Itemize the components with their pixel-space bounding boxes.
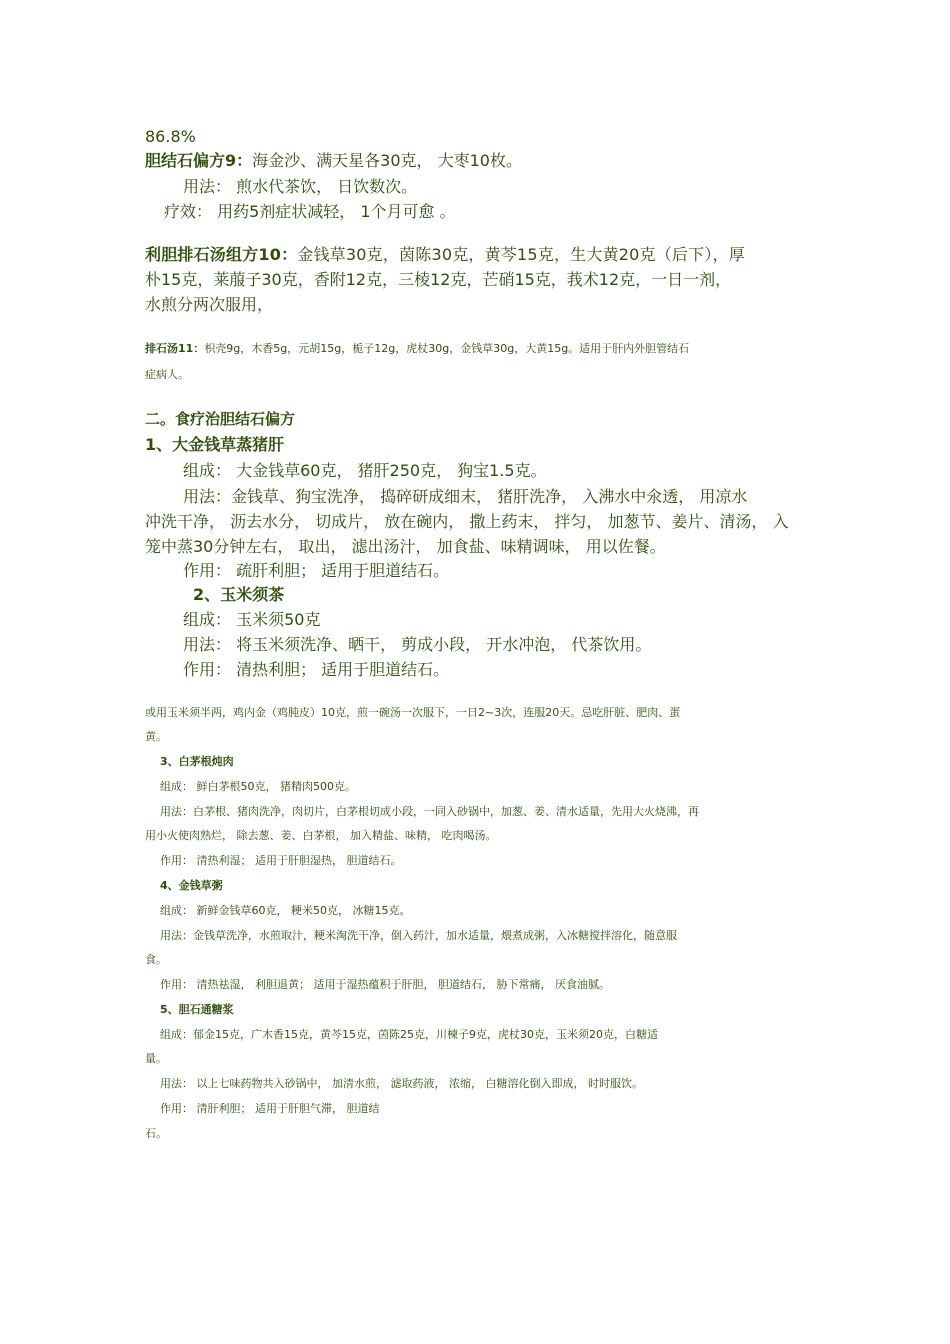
text-line: 食。 — [145, 953, 167, 966]
text-line: 组成： 新鲜金钱草60克， 粳米50克， 冰糖15克。 — [160, 904, 411, 917]
text-line: 石。 — [145, 1127, 167, 1140]
recipe-2-title: 2、玉米须茶 — [193, 585, 285, 604]
text-line: 冲洗干净， 沥去水分， 切成片， 放在碗内， 撒上药末， 拌匀， 加葱节、姜片、清汤， 入 — [145, 512, 789, 531]
text-line: 疗效： 用药5剂症状减轻， 1个月可愈 。 — [164, 202, 456, 221]
text-line: 黄。 — [145, 730, 167, 743]
text-line: 作用： 疏肝利胆； 适用于胆道结石。 — [183, 561, 450, 580]
text-line: 作用： 清肝利胆； 适用于肝胆气滞， 胆道结 — [160, 1102, 380, 1115]
text-line: 用法：金钱草、狗宝洗净， 捣碎研成细末， 猪肝洗净， 入沸水中氽透， 用凉水 — [183, 487, 748, 506]
recipe-5-title: 5、胆石通糖浆 — [160, 1003, 234, 1016]
text-line: 作用： 清热祛湿， 利胆退黄； 适用于湿热蕴积于肝胆， 胆道结石， 胁下常痛， 厌食油腻。 — [160, 978, 610, 991]
recipe-1-title: 1、大金钱草蒸猪肝 — [145, 435, 285, 454]
text-line: 作用： 清热利胆； 适用于胆道结石。 — [183, 660, 450, 679]
text-line: 或用玉米须半两，鸡内金（鸡肫皮）10克，煎一碗汤一次服下，一日2~3次，连服20天。忌吃肝脏、肥肉、蛋 — [145, 706, 681, 719]
text-line: 组成： 鲜白茅根50克， 猪精肉500克。 — [160, 780, 356, 793]
text-line: 笼中蒸30分钟左右， 取出， 滤出汤汁， 加食盐、味精调味， 用以佐餐。 — [145, 537, 666, 556]
remedy-9-line — [145, 153, 522, 169]
remedy-9-title: 胆结石偏方9： — [145, 151, 253, 170]
text-line: 作用： 清热利湿； 适用于肝胆湿热， 胆道结石。 — [160, 854, 402, 867]
text-line: 组成：郁金15克，广木香15克，黄芩15克，茵陈25克，川楝子9克，虎杖30克，玉米须20克，白糖适 — [160, 1028, 658, 1041]
text-line: 水煎分两次服用， — [145, 295, 274, 314]
text-line: 组成： 玉米须50克 — [183, 610, 321, 629]
recipe-4-title: 4、金钱草粥 — [160, 879, 223, 892]
remedy-9-text: 海金沙、满天星各30克， 大枣10枚。 — [252, 151, 522, 170]
text-line: 用法： 将玉米须洗净、晒干， 剪成小段， 开水冲泡， 代茶饮用。 — [183, 635, 652, 654]
text-line: 症病人。 — [145, 368, 189, 381]
remedy-11-line — [145, 343, 689, 354]
text-line: 量。 — [145, 1052, 167, 1065]
text-line: 组成： 大金钱草60克， 猪肝250克， 狗宝1.5克。 — [183, 461, 547, 480]
recipe-3-title: 3、白茅根炖肉 — [160, 755, 234, 768]
text-line: 用法： 以上七味药物共入砂锅中， 加清水煎， 滤取药液， 浓缩， 白糖溶化倒入即成， 时时服饮。 — [160, 1077, 643, 1090]
section-heading: 二。食疗治胆结石偏方 — [145, 410, 296, 428]
text-line: 用法：金钱草洗净，水煎取汁，粳米淘洗干净，倒入药汁，加水适量，煨煮成粥，入冰糖搅拌溶化，随意服 — [160, 929, 677, 942]
text-line: 用小火使肉熟烂， 除去葱、姜、白茅根， 加入精盐、味精， 吃肉喝汤。 — [145, 829, 497, 842]
remedy-11-title: 排石汤11： — [145, 342, 205, 355]
remedy-11-text: 枳壳9g，木香5g，元胡15g，栀子12g，虎杖30g，金钱草30g，大黄15g。适用于肝内外胆管结石 — [204, 342, 690, 355]
text-line: 用法： 煎水代茶饮， 日饮数次。 — [183, 177, 418, 196]
text-line: 朴15克，莱菔子30克，香附12克，三棱12克，芒硝15克，莪术12克，一日一剂， — [145, 270, 732, 289]
remedy-10-text: 金钱草30克，茵陈30克，黄芩15克，生大黄20克（后下），厚 — [297, 245, 745, 264]
remedy-10-line — [145, 247, 745, 263]
text-line: 用法：白茅根、猪肉洗净，肉切片，白茅根切成小段，一同入砂锅中，加葱、姜、清水适量，先用大火烧沸，再 — [160, 805, 699, 818]
remedy-10-title: 利胆排石汤组方10： — [145, 245, 298, 264]
text-line: 86.8% — [145, 127, 196, 146]
